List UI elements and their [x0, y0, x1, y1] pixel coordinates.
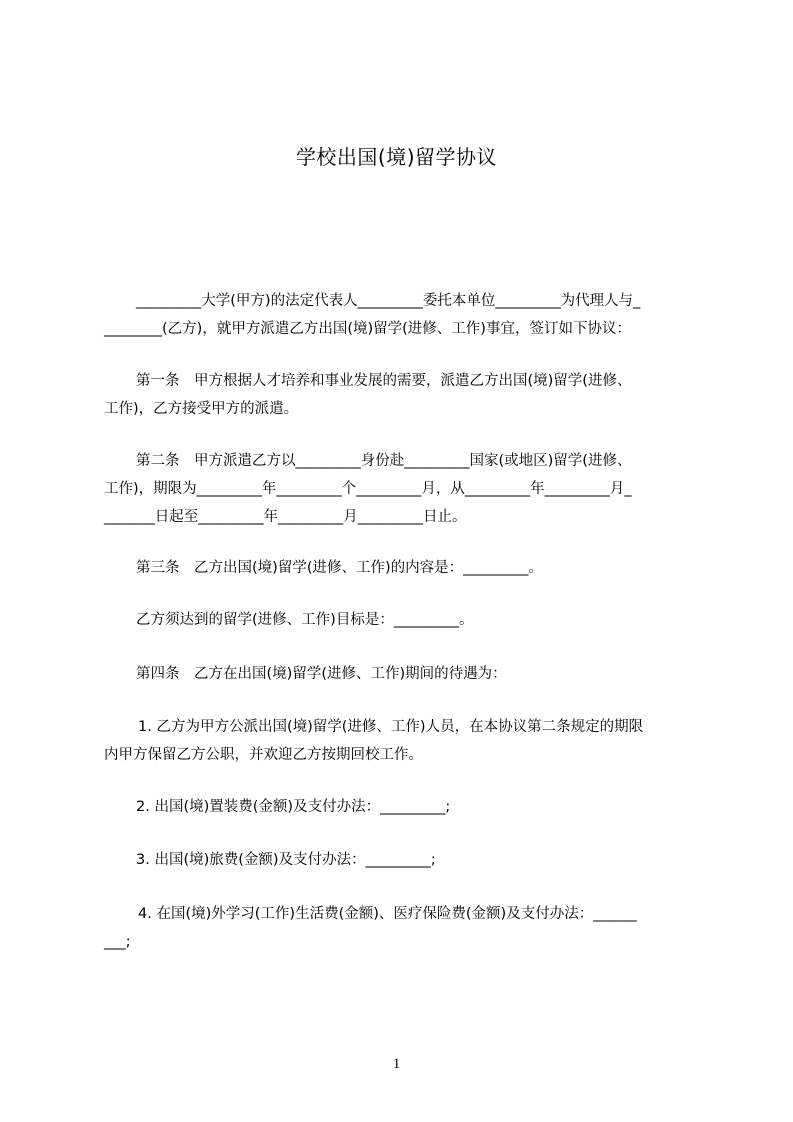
item-3-line-1: 3. 出国(境)旅费(金额)及支付办法：_________; [136, 852, 436, 868]
item-1-paragraph [104, 713, 704, 769]
item-2-paragraph [104, 793, 704, 821]
preamble-paragraph [104, 287, 704, 343]
article-4-paragraph [104, 660, 704, 688]
article-3-goal-paragraph [104, 606, 704, 634]
article-1-line-1: 第一条 甲方根据人才培养和事业发展的需要，派遣乙方出国(境)留学(进修、 [136, 373, 632, 389]
item-2-line-1: 2. 出国(境)置装费(金额)及支付办法：_________; [136, 799, 451, 815]
item-3-paragraph [104, 846, 704, 874]
article-2-line-1: 第二条 甲方派遣乙方以_________身份赴_________国家(或地区)留学(进修、 [136, 453, 632, 469]
article-4-line-1: 第四条 乙方在出国(境)留学(进修、工作)期间的待遇为： [136, 666, 507, 682]
item-4-paragraph [104, 900, 704, 956]
article-2-paragraph [104, 447, 704, 531]
article-2-line-2: 工作)，期限为_________年_________个_________月，从_________年_________月_ [104, 481, 632, 497]
page-number: 1 [392, 1056, 401, 1072]
item-1-line-2: 内甲方保留乙方公职，并欢迎乙方按期回校工作。 [104, 747, 423, 763]
article-3-paragraph [104, 554, 704, 582]
preamble-line-2: ________(乙方)，就甲方派遣乙方出国(境)留学(进修、工作)事宜，签订如下协议： [104, 321, 631, 337]
article-1-paragraph [104, 367, 704, 423]
article-3-goal-line-1: 乙方须达到的留学(进修、工作)目标是：_________。 [136, 612, 474, 628]
article-1-line-2: 工作)，乙方接受甲方的派遣。 [104, 401, 299, 417]
document-title: 学校出国(境)留学协议 [295, 145, 498, 169]
preamble-line-1: _________大学(甲方)的法定代表人_________委托本单位_________为代理人与_ [136, 293, 641, 309]
article-3-line-1: 第三条 乙方出国(境)留学(进修、工作)的内容是：_________。 [136, 560, 543, 576]
item-4-line-1: 4. 在国(境)外学习(工作)生活费(金额)、医疗保险费(金额)及支付办法：______ [138, 906, 637, 922]
item-4-line-2: ___; [104, 934, 131, 950]
item-1-line-1: 1. 乙方为甲方公派出国(境)留学(进修、工作)人员，在本协议第二条规定的期限 [138, 719, 644, 735]
article-2-line-3: _______日起至_________年_________月_________日止。 [104, 509, 467, 525]
